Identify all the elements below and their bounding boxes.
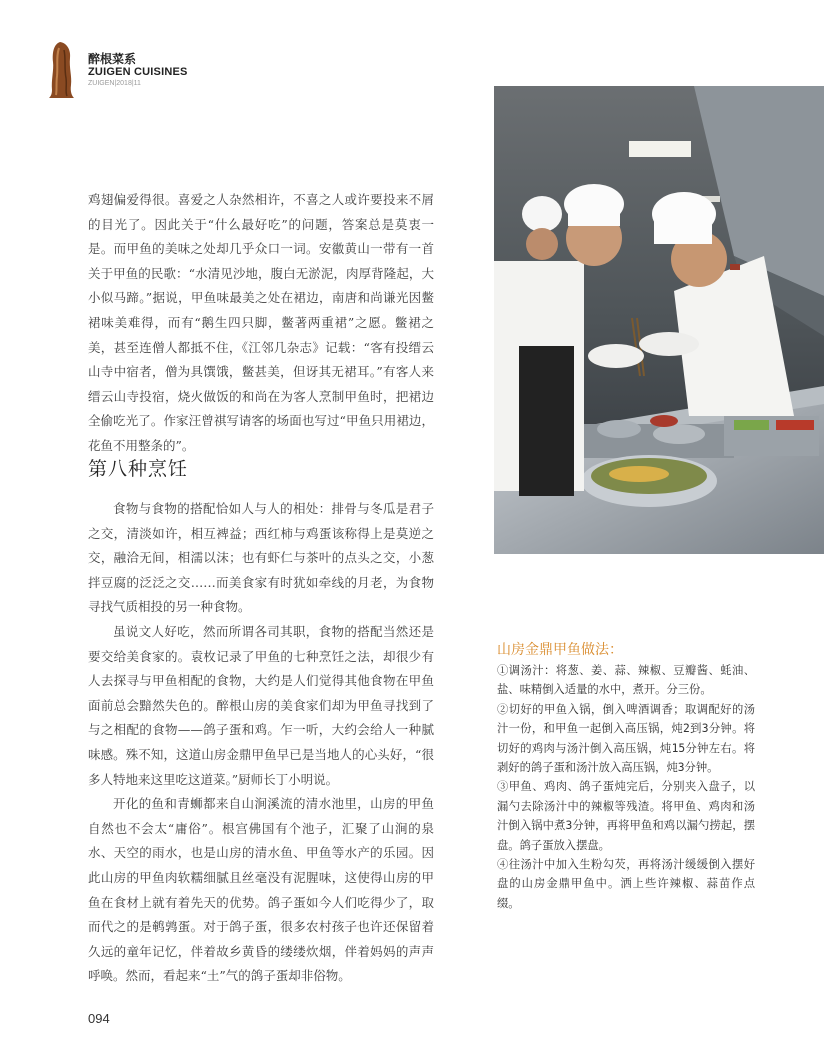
issue-label: ZUIGEN|2018|11 bbox=[88, 80, 141, 87]
brand-name-en: ZUIGEN CUISINES bbox=[88, 66, 188, 78]
section-title: 第八种烹饪 bbox=[88, 458, 189, 480]
body-paragraph: 虽说文人好吃，然而所谓各司其职，食物的搭配当然还是要交给美食家的。袁枚记录了甲鱼的七种烹饪之法，却很少有人去探寻与甲鱼相配的食物，大约是人们觉得其他食物在甲鱼面前总会黯然失色的。醉根山房的美食家们却为甲鱼寻找到了与之相配的食物——鸽子蛋和鸡。乍一听，大约会给人一种腻味感。殊不知，这道山房金鼎甲鱼早已是当地人的心头好，“很多人特地来这里吃这道菜。”厨师长丁小明说。 bbox=[88, 623, 434, 787]
body-paragraph: 开化的鱼和青蛳都来自山涧溪流的清水池里，山房的甲鱼自然也不会太“庸俗”。根宫佛国有个池子，汇聚了山涧的泉水、天空的雨水，也是山房的清水鱼、甲鱼等水产的乐园。因此山房的甲鱼肉软糯细腻且丝毫没有泥腥味，这使得山房的甲鱼在食材上就有着先天的优势。鸽子蛋如今人们吃得少了，取而代之的是鹌鹑蛋。对于鸽子蛋，很多农村孩子也许还保留着久远的童年记忆，伴着故乡黄昏的缕缕炊烟，伴着妈妈的声声呼唤。然而，看起来“土”气的鸽子蛋却非俗物。 bbox=[88, 796, 434, 984]
recipe-step: ②切好的甲鱼入锅，倒入啤酒调香；取调配好的汤汁一份，和甲鱼一起倒入高压锅，炖2到3分钟。将切好的鸡肉与汤汁倒入高压锅，炖15分钟左右。将剥好的鸽子蛋和汤汁放入高压锅，炖3分钟。 bbox=[497, 702, 755, 775]
recipe-step: ①调汤汁：将葱、姜、蒜、辣椒、豆瓣酱、蚝油、盐、味精倒入适量的水中，煮开。分三份。 bbox=[497, 664, 755, 697]
brand-block bbox=[88, 52, 188, 89]
recipe-step: ③甲鱼、鸡肉、鸽子蛋炖完后，分别夹入盘子，以漏勺去除汤汁中的辣椒等残渣。将甲鱼、鸡肉和汤汁倒入锅中煮3分钟，再将甲鱼和鸡以漏勺捞起，摆盘。鸽子蛋放入摆盘。 bbox=[497, 780, 755, 852]
recipe-box bbox=[497, 640, 755, 913]
recipe-title: 山房金鼎甲鱼做法： bbox=[497, 642, 623, 658]
brand-logo-icon bbox=[46, 40, 78, 100]
recipe-step: ④往汤汁中加入生粉勾芡，再将汤汁缓缓倒入摆好盘的山房金鼎甲鱼中。洒上些许辣椒、蒜苗作点缀。 bbox=[497, 858, 755, 910]
body-paragraph: 食物与食物的搭配恰如人与人的相处：排骨与冬瓜是君子之交，清淡如许，相互裨益；西红柿与鸡蛋该称得上是莫逆之交，融洽无间，相濡以沫；也有虾仁与茶叶的点头之交，小葱拌豆腐的泛泛之交……而美食家有时犹如牵线的月老，为食物寻找气质相投的另一种食物。 bbox=[88, 501, 434, 615]
kitchen-photo bbox=[494, 86, 824, 554]
article-body bbox=[88, 497, 434, 989]
page-number: 094 bbox=[88, 1011, 110, 1026]
intro-text bbox=[88, 188, 434, 459]
brand-name-cn: 醉根菜系 bbox=[88, 52, 137, 66]
intro-paragraph: 鸡翅偏爱得很。喜爱之人杂然相许，不喜之人或许要投来不屑的目光了。因此关于“什么最好吃”的问题，答案总是莫衷一是。而甲鱼的美味之处却几乎众口一词。安徽黄山一带有一首关于甲鱼的民歌：“水清见沙地，腹白无淤泥，肉厚背隆起，大小似马蹄。”据说，甲鱼味最美之处在裙边，南唐和尚谦光因鳖裙味美难得，而有“鹅生四只脚，鳖著两重裙”之愿。鳖裙之美，甚至连僧人都抵不住，《江邻几杂志》记载：“客有投缙云山寺中宿者，僧为具馔饿，鳖甚美，但讶其无裙耳。”有客人来缙云山寺投宿，烧火做饭的和尚在为客人烹制甲鱼时，把裙边全偷吃光了。作家汪曾祺写请客的场面也写过“甲鱼只用裙边，花鱼不用整条的”。 bbox=[88, 192, 434, 453]
